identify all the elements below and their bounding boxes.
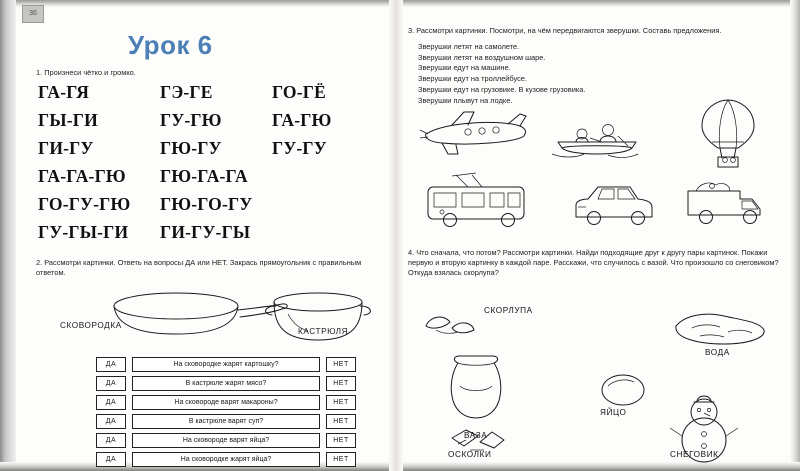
label-frying-pan: СКОВОРОДКА [60, 321, 122, 330]
task-4-instruction: 4. Что сначала, что потом? Рассмотри картинки. Найди подходящие друг к другу пары картинок. Покажи первую и вторую картинку в каждой паре. Расскажи, что случилось с вазой. Что произошло со снеговиком? Откуда взялась скорлупа? [408, 248, 779, 277]
left-page [18, 8, 390, 463]
syllable-cell: ГО-ГУ-ГЮ [38, 194, 131, 214]
trolleybus-icon [428, 173, 524, 227]
page-edge-left [0, 0, 16, 471]
caption-egg: ЯЙЦО [600, 408, 627, 417]
picture-pairs-illustration [408, 300, 786, 460]
cookware-drawing [36, 284, 388, 354]
syllable-cell [272, 166, 386, 187]
task-2-instruction: 2. Рассмотри картинки. Ответь на вопросы ДА или НЕТ. Закрась прямоугольник с правильным ответом. [36, 258, 362, 277]
no-checkbox[interactable]: НЕТ [326, 452, 356, 467]
question-cell: На сковородке жарят яйца? [132, 452, 320, 467]
syllable-cell: ГЫ-ГИ [38, 110, 98, 130]
syllable-cell: ГЭ-ГЕ [160, 82, 213, 102]
syllable-cell: ГА-ГА-ГЮ [38, 166, 126, 186]
task-3-instruction: 3. Рассмотри картинки. Посмотри, на чём передвигаются зверушки. Составь предложения. [408, 26, 722, 35]
question-cell: В кастрюле жарят мясо? [132, 376, 320, 391]
caption-snowman: СНЕГОВИК [670, 450, 719, 459]
syllable-cell [272, 194, 386, 215]
transport-drawings-top [412, 95, 787, 170]
transport-drawings-bottom [412, 173, 787, 235]
transport-pictures-row-1 [412, 95, 787, 170]
yes-checkbox[interactable]: ДА [96, 376, 126, 391]
question-cell: В кастрюле варят суп? [132, 414, 320, 429]
truck-icon [688, 183, 760, 224]
cookware-illustration [36, 284, 388, 354]
syllable-cell: ГЮ-ГУ [160, 138, 222, 158]
question-cell: На сковороде варят макароны? [132, 395, 320, 410]
car-icon [576, 187, 652, 225]
syllable-cell: ГЮ-ГА-ГА [160, 166, 248, 186]
syllable-cell [272, 222, 386, 243]
caption-shell: СКОРЛУПА [484, 306, 533, 315]
yes-checkbox[interactable]: ДА [96, 452, 126, 467]
caption-water: ВОДА [705, 348, 730, 357]
label-pot: КАСТРЮЛЯ [298, 327, 349, 336]
list-item: Зверушки плывут на лодке. [418, 95, 513, 105]
water-puddle-icon [676, 314, 764, 344]
syllable-cell: ГИ-ГУ-ГЫ [160, 222, 251, 242]
no-checkbox[interactable]: НЕТ [326, 395, 356, 410]
question-cell: На сковородке жарят картошку? [132, 357, 320, 372]
vase-icon [451, 356, 501, 418]
table-row [96, 394, 356, 410]
eggshell-icon [426, 317, 474, 333]
boat-icon [552, 125, 638, 158]
no-checkbox[interactable]: НЕТ [326, 433, 356, 448]
syllable-cell: ГА-ГЯ [38, 82, 90, 102]
hot-air-balloon-icon [702, 100, 754, 167]
caption-shards: ОСКОЛКИ [448, 450, 492, 459]
sentence-list [418, 42, 786, 106]
transport-pictures-row-2 [412, 173, 787, 235]
no-checkbox[interactable]: НЕТ [326, 414, 356, 429]
yes-checkbox[interactable]: ДА [96, 357, 126, 372]
yes-checkbox[interactable]: ДА [96, 395, 126, 410]
syllable-cell: ГЮ-ГО-ГУ [160, 194, 253, 214]
table-row [96, 413, 356, 429]
list-item: Зверушки летят на самолете. [418, 42, 520, 51]
yes-checkbox[interactable]: ДА [96, 433, 126, 448]
table-row [96, 375, 356, 391]
question-cell: На сковороде варят яйца? [132, 433, 320, 448]
list-item: Зверушки едут на троллейбусе. [418, 74, 527, 84]
page-title: Урок 6 [128, 30, 213, 60]
airplane-icon [420, 112, 526, 154]
syllable-cell: ГО-ГЁ [272, 82, 326, 102]
caption-vase: ВАЗА [464, 431, 488, 440]
table-row [96, 451, 356, 467]
no-checkbox[interactable]: НЕТ [326, 357, 356, 372]
book-gutter [389, 0, 403, 471]
syllable-cell: ГУ-ГЫ-ГИ [38, 222, 129, 242]
page-corner-badge: 36 [22, 5, 44, 23]
list-item: Зверушки летят на воздушном шаре. [418, 52, 546, 62]
syllable-grid [38, 82, 386, 243]
no-checkbox[interactable]: НЕТ [326, 376, 356, 391]
egg-icon [602, 375, 644, 405]
table-row [96, 432, 356, 448]
task-1-instruction: 1. Произнеси чётко и громко. [36, 68, 136, 77]
yes-checkbox[interactable]: ДА [96, 414, 126, 429]
syllable-cell: ГУ-ГЮ [160, 110, 222, 130]
yes-no-table [96, 356, 356, 470]
table-row [96, 356, 356, 372]
right-page [404, 8, 792, 463]
syllable-cell: ГИ-ГУ [38, 138, 94, 158]
list-item: Зверушки едут на грузовике. В кузове грузовика. [418, 84, 586, 94]
syllable-cell: ГУ-ГУ [272, 138, 327, 158]
list-item: Зверушки едут на машине. [418, 63, 511, 73]
syllable-cell: ГА-ГЮ [272, 110, 332, 130]
